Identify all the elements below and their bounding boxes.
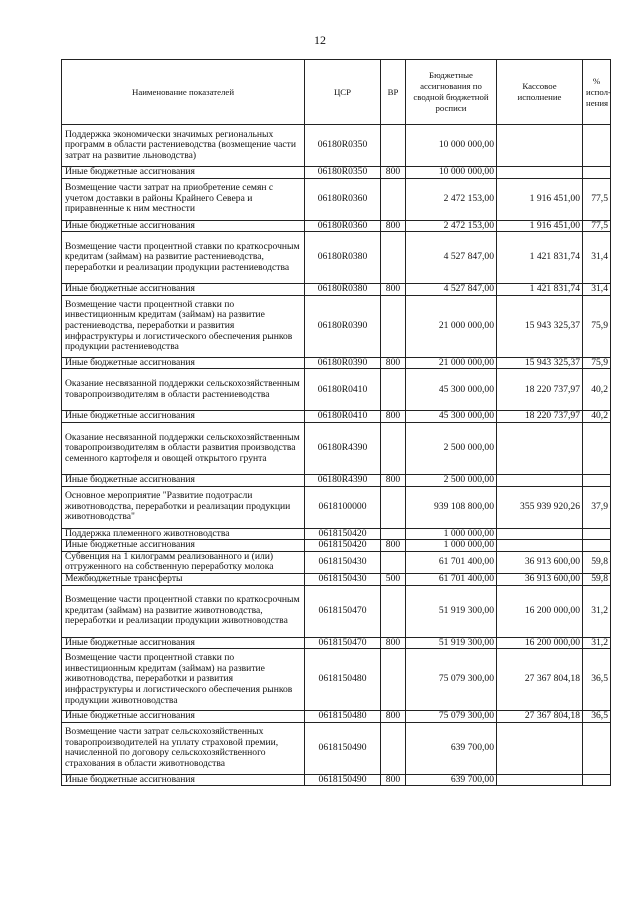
cell-budget: 21 000 000,00	[406, 357, 497, 369]
cell-name: Иные бюджетные ассигнования	[62, 711, 305, 723]
cell-cash: 355 939 920,26	[497, 486, 583, 528]
cell-budget: 45 300 000,00	[406, 369, 497, 411]
cell-cash	[497, 125, 583, 167]
table-row	[62, 722, 611, 774]
table-row	[62, 585, 611, 637]
budget-table	[61, 59, 611, 786]
cell-csr: 06180R0390	[305, 295, 381, 357]
cell-cash: 36 913 600,00	[497, 551, 583, 573]
cell-csr: 06180R4390	[305, 474, 381, 486]
cell-cash: 1 916 451,00	[497, 220, 583, 232]
cell-budget: 4 527 847,00	[406, 284, 497, 296]
cell-name: Возмещение части процентной ставки по инвестиционным кредитам (займам) на развитие растениеводства, переработки и развития инфраструктуры и логистического обеспечения рынков продукции растениеводства	[62, 295, 305, 357]
cell-vr: 800	[381, 474, 406, 486]
cell-csr: 06180R0360	[305, 178, 381, 220]
cell-name: Субвенция на 1 килограмм реализованного и (или) отгруженного на собственную переработку молока	[62, 551, 305, 573]
cell-csr: 0618150490	[305, 774, 381, 786]
table-row	[62, 220, 611, 232]
cell-vr	[381, 722, 406, 774]
cell-budget: 61 701 400,00	[406, 573, 497, 585]
table-row	[62, 125, 611, 167]
cell-csr: 0618150480	[305, 711, 381, 723]
cell-name: Возмещение части затрат на приобретение семян с учетом доставки в районы Крайнего Севера и приравненные к ним местности	[62, 178, 305, 220]
cell-percent: 31,2	[583, 585, 611, 637]
cell-percent: 37,9	[583, 486, 611, 528]
cell-percent	[583, 540, 611, 552]
cell-cash: 16 200 000,00	[497, 585, 583, 637]
cell-percent: 77,5	[583, 178, 611, 220]
cell-vr	[381, 528, 406, 540]
cell-vr: 800	[381, 284, 406, 296]
cell-budget: 2 472 153,00	[406, 220, 497, 232]
cell-percent: 36,5	[583, 649, 611, 711]
cell-cash	[497, 422, 583, 474]
cell-csr: 06180R0410	[305, 369, 381, 411]
cell-csr: 06180R0380	[305, 232, 381, 284]
cell-name: Иные бюджетные ассигнования	[62, 167, 305, 179]
cell-percent	[583, 722, 611, 774]
table-row	[62, 369, 611, 411]
header-cash: Кассовое исполнение	[497, 60, 583, 125]
cell-vr	[381, 585, 406, 637]
table-row	[62, 573, 611, 585]
cell-vr	[381, 125, 406, 167]
cell-percent: 36,5	[583, 711, 611, 723]
cell-vr	[381, 551, 406, 573]
cell-cash: 1 421 831,74	[497, 284, 583, 296]
cell-csr: 0618150420	[305, 528, 381, 540]
cell-name: Иные бюджетные ассигнования	[62, 474, 305, 486]
table-row	[62, 295, 611, 357]
cell-name: Иные бюджетные ассигнования	[62, 774, 305, 786]
cell-vr: 800	[381, 637, 406, 649]
cell-vr: 800	[381, 540, 406, 552]
cell-csr: 06180R0390	[305, 357, 381, 369]
cell-percent	[583, 474, 611, 486]
table-row	[62, 357, 611, 369]
cell-cash: 1 421 831,74	[497, 232, 583, 284]
cell-cash: 27 367 804,18	[497, 649, 583, 711]
cell-vr	[381, 232, 406, 284]
table-row	[62, 637, 611, 649]
cell-csr: 0618150420	[305, 540, 381, 552]
cell-csr: 06180R0410	[305, 411, 381, 423]
cell-cash	[497, 474, 583, 486]
cell-name: Иные бюджетные ассигнования	[62, 411, 305, 423]
table-row	[62, 284, 611, 296]
table-header-row	[62, 60, 611, 125]
table-row	[62, 486, 611, 528]
cell-budget: 2 500 000,00	[406, 422, 497, 474]
cell-name: Возмещение части затрат сельскохозяйственных товаропроизводителей на уплату страховой премии, начисленной по договору сельскохозяйственного страхования в области животноводства	[62, 722, 305, 774]
cell-cash	[497, 722, 583, 774]
cell-cash	[497, 774, 583, 786]
cell-percent: 75,9	[583, 357, 611, 369]
table-row	[62, 528, 611, 540]
cell-budget: 45 300 000,00	[406, 411, 497, 423]
header-csr: ЦСР	[305, 60, 381, 125]
cell-csr: 0618150470	[305, 585, 381, 637]
cell-budget: 10 000 000,00	[406, 167, 497, 179]
cell-csr: 0618150430	[305, 573, 381, 585]
cell-percent: 75,9	[583, 295, 611, 357]
cell-csr: 06180R0350	[305, 125, 381, 167]
cell-cash: 18 220 737,97	[497, 369, 583, 411]
cell-budget: 51 919 300,00	[406, 637, 497, 649]
cell-name: Иные бюджетные ассигнования	[62, 540, 305, 552]
cell-csr: 0618150490	[305, 722, 381, 774]
cell-cash	[497, 528, 583, 540]
header-vr: ВР	[381, 60, 406, 125]
cell-budget: 1 000 000,00	[406, 540, 497, 552]
cell-budget: 4 527 847,00	[406, 232, 497, 284]
cell-name: Межбюджетные трансферты	[62, 573, 305, 585]
cell-name: Поддержка племенного животноводства	[62, 528, 305, 540]
cell-percent: 31,2	[583, 637, 611, 649]
cell-vr	[381, 178, 406, 220]
cell-percent: 31,4	[583, 232, 611, 284]
cell-cash: 15 943 325,37	[497, 357, 583, 369]
table-row	[62, 178, 611, 220]
cell-cash: 36 913 600,00	[497, 573, 583, 585]
cell-percent: 59,8	[583, 551, 611, 573]
header-name: Наименование показателей	[62, 60, 305, 125]
cell-vr: 800	[381, 357, 406, 369]
cell-cash: 18 220 737,97	[497, 411, 583, 423]
cell-percent: 40,2	[583, 369, 611, 411]
cell-vr: 500	[381, 573, 406, 585]
cell-vr: 800	[381, 220, 406, 232]
cell-name: Иные бюджетные ассигнования	[62, 357, 305, 369]
cell-csr: 06180R4390	[305, 422, 381, 474]
table-row	[62, 422, 611, 474]
header-budget: Бюджетные ассигнования по сводной бюджетной росписи	[406, 60, 497, 125]
cell-vr: 800	[381, 774, 406, 786]
cell-name: Поддержка экономически значимых региональных программ в области растениеводства (возмещение части затрат на развитие льноводства)	[62, 125, 305, 167]
cell-vr	[381, 295, 406, 357]
cell-vr	[381, 486, 406, 528]
header-percent: % испол-нения	[583, 60, 611, 125]
cell-csr: 0618150430	[305, 551, 381, 573]
cell-budget: 939 108 800,00	[406, 486, 497, 528]
cell-cash	[497, 167, 583, 179]
cell-name: Оказание несвязанной поддержки сельскохозяйственным товаропроизводителям в области растениеводства	[62, 369, 305, 411]
cell-csr: 0618150480	[305, 649, 381, 711]
cell-percent: 59,8	[583, 573, 611, 585]
cell-vr: 800	[381, 167, 406, 179]
cell-name: Возмещение части процентной ставки по краткосрочным кредитам (займам) на развитие животноводства, переработки и реализации продукции животноводства	[62, 585, 305, 637]
cell-budget: 21 000 000,00	[406, 295, 497, 357]
cell-cash: 16 200 000,00	[497, 637, 583, 649]
cell-percent: 40,2	[583, 411, 611, 423]
cell-budget: 75 079 300,00	[406, 649, 497, 711]
table-row	[62, 551, 611, 573]
cell-csr: 06180R0360	[305, 220, 381, 232]
cell-name: Возмещение части процентной ставки по краткосрочным кредитам (займам) на развитие растениеводства, переработки и реализации продукции растениеводства	[62, 232, 305, 284]
table-body	[62, 125, 611, 786]
cell-csr: 06180R0380	[305, 284, 381, 296]
cell-name: Основное мероприятие "Развитие подотрасли животноводства, переработки и реализации продукции животноводства"	[62, 486, 305, 528]
cell-cash	[497, 540, 583, 552]
cell-budget: 51 919 300,00	[406, 585, 497, 637]
cell-budget: 639 700,00	[406, 774, 497, 786]
cell-percent	[583, 422, 611, 474]
cell-cash: 15 943 325,37	[497, 295, 583, 357]
cell-vr	[381, 649, 406, 711]
cell-name: Иные бюджетные ассигнования	[62, 637, 305, 649]
cell-name: Иные бюджетные ассигнования	[62, 220, 305, 232]
cell-budget: 10 000 000,00	[406, 125, 497, 167]
cell-name: Оказание несвязанной поддержки сельскохозяйственным товаропроизводителям в области развития производства семенного картофеля и овощей открытого грунта	[62, 422, 305, 474]
table-row	[62, 711, 611, 723]
cell-vr: 800	[381, 711, 406, 723]
cell-cash: 27 367 804,18	[497, 711, 583, 723]
cell-name: Иные бюджетные ассигнования	[62, 284, 305, 296]
table-row	[62, 540, 611, 552]
cell-name: Возмещение части процентной ставки по инвестиционным кредитам (займам) на развитие животноводства, переработки и развития инфраструктуры и логистического обеспечения рынков продукции животноводства	[62, 649, 305, 711]
cell-vr: 800	[381, 411, 406, 423]
table-row	[62, 474, 611, 486]
cell-percent: 77,5	[583, 220, 611, 232]
table-row	[62, 411, 611, 423]
cell-budget: 639 700,00	[406, 722, 497, 774]
cell-csr: 0618100000	[305, 486, 381, 528]
cell-csr: 0618150470	[305, 637, 381, 649]
cell-csr: 06180R0350	[305, 167, 381, 179]
cell-percent	[583, 167, 611, 179]
table-row	[62, 649, 611, 711]
cell-cash: 1 916 451,00	[497, 178, 583, 220]
cell-percent	[583, 774, 611, 786]
cell-budget: 75 079 300,00	[406, 711, 497, 723]
table-row	[62, 167, 611, 179]
cell-percent	[583, 125, 611, 167]
page-number: 12	[314, 33, 326, 47]
cell-budget: 2 472 153,00	[406, 178, 497, 220]
cell-budget: 61 701 400,00	[406, 551, 497, 573]
table-row	[62, 232, 611, 284]
cell-budget: 2 500 000,00	[406, 474, 497, 486]
cell-percent: 31,4	[583, 284, 611, 296]
cell-vr	[381, 422, 406, 474]
cell-budget: 1 000 000,00	[406, 528, 497, 540]
cell-percent	[583, 528, 611, 540]
table-row	[62, 774, 611, 786]
cell-vr	[381, 369, 406, 411]
